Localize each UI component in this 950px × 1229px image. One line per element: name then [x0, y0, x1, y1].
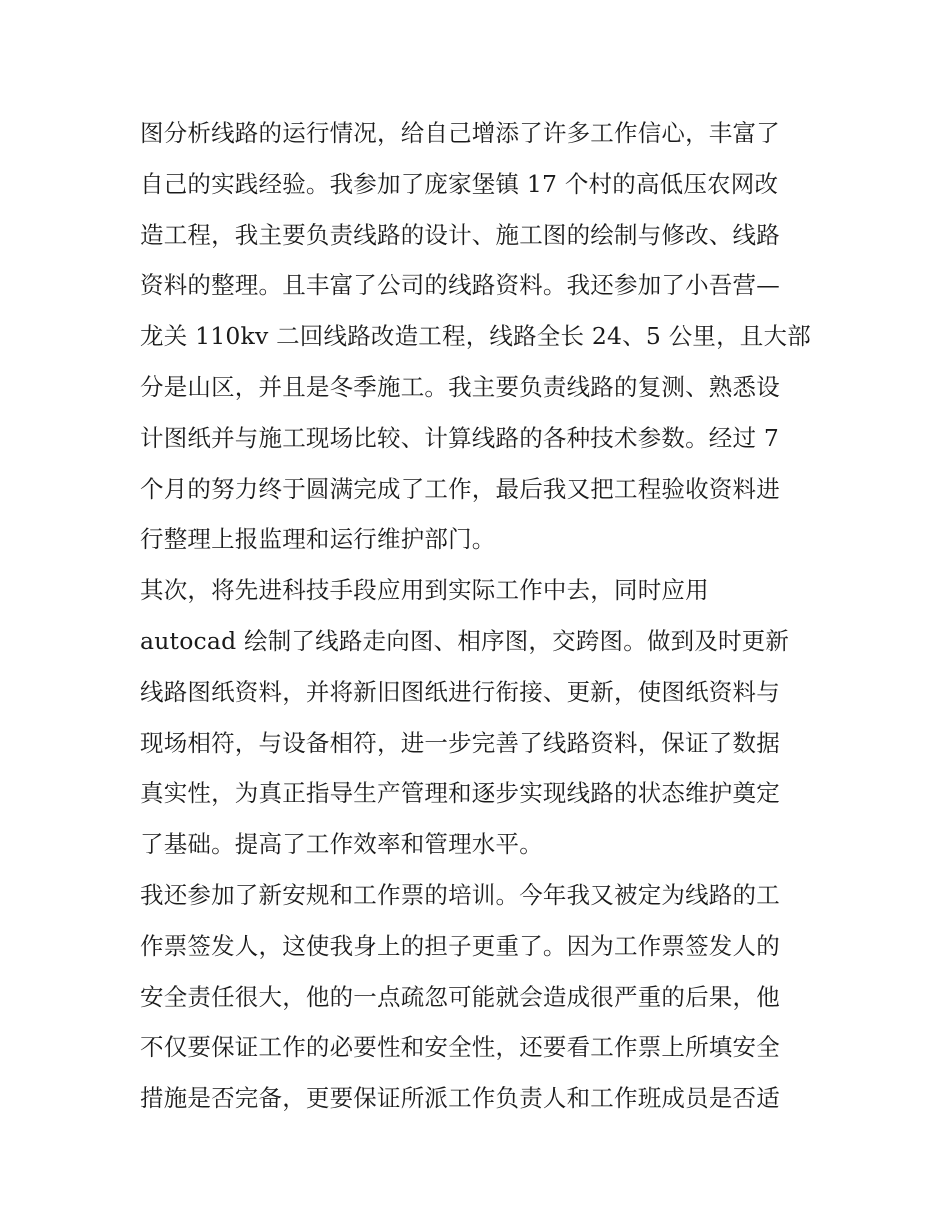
text-line: 资料的整理。且丰富了公司的线路资料。我还参加了小吾营— [140, 271, 780, 300]
text-line: 不仅要保证工作的必要性和安全性，还要看工作票上所填安全 [140, 1033, 780, 1062]
text-line: autocad 绘制了线路走向图、相序图，交跨图。做到及时更新 [140, 626, 790, 655]
text-line: 造工程，我主要负责线路的设计、施工图的绘制与修改、线路 [140, 220, 780, 249]
text-line: 安全责任很大，他的一点疏忽可能就会造成很严重的后果，他 [140, 982, 780, 1011]
text-line: 线路图纸资料，并将新旧图纸进行衔接、更新，使图纸资料与 [140, 677, 780, 706]
text-line: 了基础。提高了工作效率和管理水平。 [140, 830, 543, 859]
text-line: 龙关 110kv 二回线路改造工程，线路全长 24、5 公里，且大部 [140, 322, 811, 351]
text-line: 个月的努力终于圆满完成了工作，最后我又把工程验收资料进 [140, 474, 780, 503]
document-body [140, 108, 812, 1124]
text-line: 其次，将先进科技手段应用到实际工作中去，同时应用 [140, 576, 709, 605]
text-line: 分是山区，并且是冬季施工。我主要负责线路的复测、熟悉设 [140, 372, 780, 401]
text-line: 自己的实践经验。我参加了庞家堡镇 17 个村的高低压农网改 [140, 169, 779, 198]
text-line: 我还参加了新安规和工作票的培训。今年我又被定为线路的工 [140, 880, 780, 909]
text-line: 真实性，为真正指导生产管理和逐步实现线路的状态维护奠定 [140, 779, 780, 808]
text-line: 行整理上报监理和运行维护部门。 [140, 525, 496, 554]
text-line: 作票签发人，这使我身上的担子更重了。因为工作票签发人的 [140, 931, 780, 960]
text-line: 图分析线路的运行情况，给自己增添了许多工作信心，丰富了 [140, 119, 780, 147]
text-line: 现场相符，与设备相符，进一步完善了线路资料，保证了数据 [140, 728, 780, 757]
text-line: 措施是否完备，更要保证所派工作负责人和工作班成员是否适 [140, 1084, 780, 1113]
text-line: 计图纸并与施工现场比较、计算线路的各种技术参数。经过 7 [140, 423, 780, 452]
